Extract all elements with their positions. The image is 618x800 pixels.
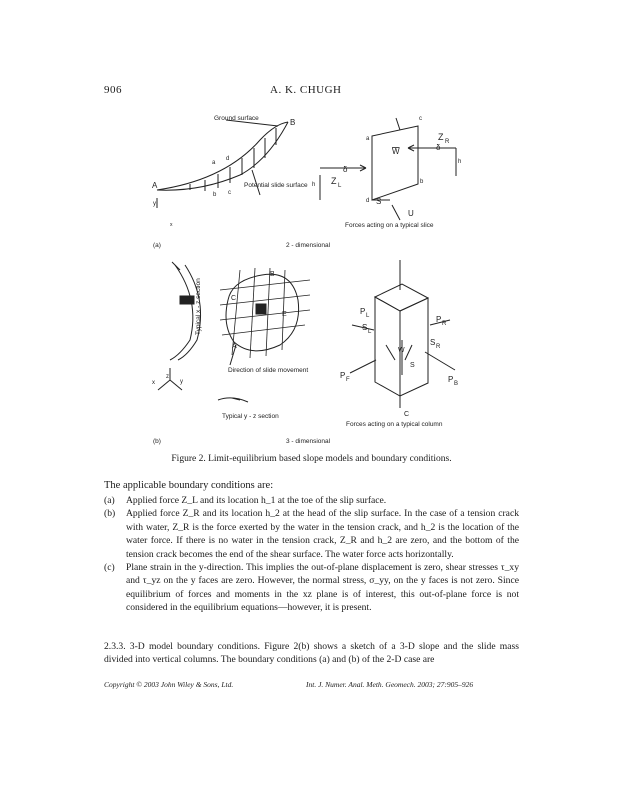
- label-ground-surface: Ground surface: [214, 115, 259, 122]
- figure-caption: Figure 2. Limit-equilibrium based slope models and boundary conditions.: [171, 454, 452, 464]
- label-point-a: a: [212, 160, 216, 166]
- label-S: S: [376, 197, 382, 206]
- list-item-text: Applied force Z_L and its location h_1 at the toe of the slip surface.: [126, 495, 387, 506]
- section-paragraph: 2.3.3. 3-D model boundary conditions. Figure 2(b) shows a sketch of a 3-D slope and the slide mass divided into vertical columns. The boundary conditions (a) and (b) of the 2-D case are: [104, 641, 519, 666]
- label-point-A: A: [152, 181, 158, 190]
- footer-journal: Int. J. Numer. Anal. Meth. Geomech. 2003; 27:905–926: [306, 680, 474, 689]
- label-point-d: d: [226, 156, 230, 162]
- column-front: [375, 297, 400, 396]
- label-B-3d: B: [270, 271, 275, 278]
- label-ZR-sub: R: [445, 139, 450, 145]
- slice-outline: [372, 126, 418, 200]
- label-axis-z-3d: z: [166, 374, 169, 380]
- label-a-slice: a: [366, 136, 370, 142]
- label-delta-L: δ: [343, 165, 348, 174]
- label-delta-R: δ: [436, 143, 441, 152]
- list-item-text: Plane strain in the y-direction. This implies the out-of-plane displacement is zero, shear stresses τ_xy and τ_yz on the y faces are zero. However, the normal stress, σ_yy, on the y faces is not zero. Since equilibrium of forces and moments in the xz plane is of interest, this out-of-plane force is not considered in the equilibrium equations—however, it is present.: [126, 562, 519, 614]
- label-forces-slice: Forces acting on a typical slice: [345, 222, 434, 229]
- label-A-3d: A: [232, 343, 237, 350]
- label-hL: h: [312, 182, 316, 188]
- label-PR-sub: R: [442, 321, 447, 327]
- label-PL: P: [360, 307, 366, 316]
- list-item: [104, 494, 519, 507]
- label-c-slice: c: [419, 116, 422, 122]
- label-typical-xz-section: Typical x - z section: [195, 278, 202, 335]
- label-PF-sub: F: [346, 377, 350, 383]
- label-PB: P: [448, 375, 454, 384]
- label-W-3d: W: [398, 347, 405, 354]
- label-C-base: C: [404, 411, 410, 418]
- running-head: A. K. CHUGH: [270, 84, 342, 96]
- label-S-3d: S: [410, 362, 415, 369]
- label-axis-x: x: [170, 222, 173, 228]
- label-point-c: c: [228, 190, 231, 196]
- label-axis-y-3d: y: [180, 379, 183, 385]
- label-axis-x-3d: x: [152, 380, 155, 386]
- label-SR: S: [430, 338, 436, 347]
- label-ZL: Z: [331, 176, 337, 186]
- label-U: U: [408, 209, 414, 218]
- label-hR: h: [458, 159, 462, 165]
- label-point-B: B: [290, 118, 296, 127]
- label-part-b: (b): [153, 438, 161, 445]
- page-number: 906: [104, 84, 122, 96]
- label-PB-sub: B: [454, 381, 459, 387]
- label-axis-y: y: [153, 201, 156, 207]
- label-PR: P: [436, 315, 442, 324]
- intro-text: The applicable boundary conditions are:: [104, 480, 274, 491]
- label-PF: P: [340, 371, 346, 380]
- label-SR-sub: R: [436, 344, 441, 350]
- label-SL-sub: L: [368, 329, 372, 335]
- list-item-label: (a): [104, 495, 115, 506]
- label-d-slice: d: [366, 198, 370, 204]
- ground-surface-line: [157, 122, 288, 190]
- label-2d: 2 - dimensional: [286, 242, 331, 249]
- label-E-3d: E: [282, 311, 287, 318]
- label-W: W: [392, 147, 400, 156]
- label-part-a: (a): [153, 242, 161, 249]
- label-typical-yz: Typical y - z section: [222, 413, 279, 420]
- list-item-label: (b): [104, 508, 116, 520]
- label-3d: 3 - dimensional: [286, 438, 331, 445]
- xz-section-curve: [170, 265, 193, 360]
- list-item: [104, 561, 519, 615]
- label-SL: S: [362, 323, 368, 332]
- label-slide-surface: Potential slide surface: [244, 182, 308, 189]
- label-C-3d: C: [231, 295, 237, 302]
- list-item-label: (c): [104, 562, 115, 574]
- label-ZR: Z: [438, 132, 444, 142]
- column-top: [375, 284, 428, 311]
- boundary-conditions-list: [104, 494, 519, 615]
- list-item-text: Applied force Z_R and its location h_2 at the head of the slip surface. In the case of a tension crack with water, Z_R is the force exerted by the water in the tension crack, and h_2 is the location of the water force. If there is no water in the tension crack, Z_R and h_2 are zero, and the bottom of the tension crack becomes the end of the shear surface. The water force acts horizontally.: [126, 508, 519, 560]
- footer-copyright: Copyright © 2003 John Wiley & Sons, Ltd.: [104, 680, 234, 689]
- label-forces-column: Forces acting on a typical column: [346, 421, 443, 428]
- label-b-slice: b: [420, 179, 424, 185]
- label-direction-slide: Direction of slide movement: [228, 367, 309, 374]
- label-point-b: b: [213, 192, 217, 198]
- list-item: [104, 507, 519, 561]
- label-PL-sub: L: [366, 313, 370, 319]
- label-ZL-sub: L: [338, 183, 342, 189]
